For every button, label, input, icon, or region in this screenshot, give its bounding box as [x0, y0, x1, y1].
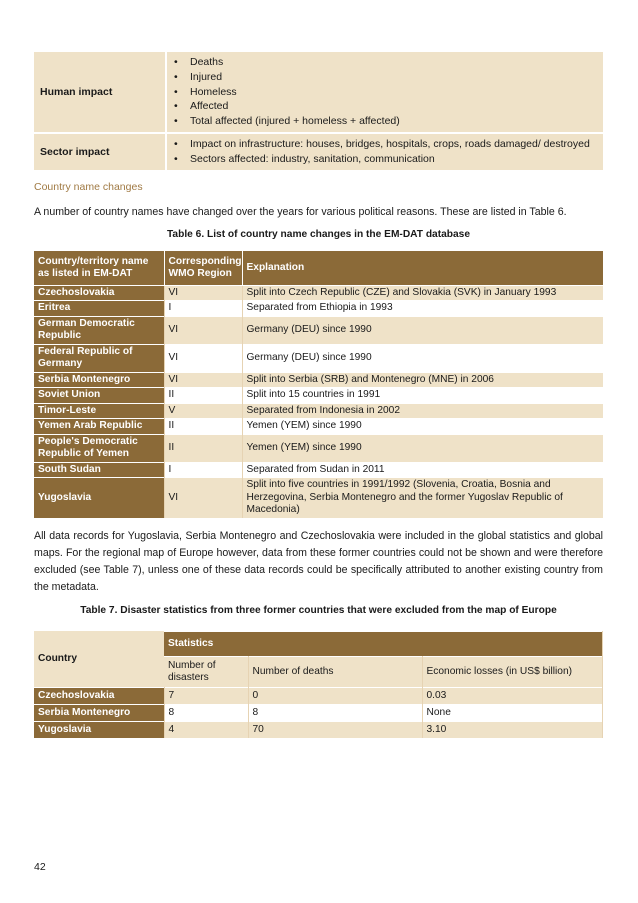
impact-row — [34, 52, 603, 133]
table-row — [34, 478, 603, 518]
impact-item-text: Injured — [190, 70, 223, 83]
page-number: 42 — [34, 861, 46, 873]
country-name-cell: Soviet Union — [34, 388, 164, 404]
body-paragraph: All data records for Yugoslavia, Serbia Montenegro and Czechoslovakia were included in the global statistics and global maps. For the regional map of Europe however, data from these former countries could not be shown and were therefore excluded (see Table 7), unless one of these data records could be specifically attributed to another existing country from the metadata. — [34, 529, 603, 593]
explanation-cell: Split into 15 countries in 1991 — [242, 388, 603, 404]
explanation-cell: Split into Serbia (SRB) and Montenegro (MNE) in 2006 — [242, 372, 603, 388]
impact-category: Sector impact — [34, 133, 166, 171]
bullet-icon: • — [174, 85, 178, 98]
table6-header: Corresponding WMO Region — [164, 251, 242, 286]
section-heading: Country name changes — [34, 180, 143, 193]
wmo-region-cell: I — [164, 301, 242, 317]
wmo-region-cell: VI — [164, 316, 242, 344]
explanation-cell: Separated from Ethiopia in 1993 — [242, 301, 603, 317]
statistic-cell: 4 — [164, 721, 248, 738]
bullet-icon: • — [174, 100, 178, 113]
explanation-cell: Split into five countries in 1991/1992 (Slovenia, Croatia, Bosnia and Herzegovina, Serbia Montenegro and the former Yugoslav Republic of Macedonia) — [242, 478, 603, 518]
table-row — [34, 316, 603, 344]
statistic-cell: 0.03 — [422, 687, 603, 704]
statistic-cell: None — [422, 704, 603, 721]
impact-row — [34, 133, 603, 171]
table-row — [34, 704, 603, 721]
bullet-icon: • — [174, 152, 178, 165]
wmo-region-cell: VI — [164, 344, 242, 372]
explanation-cell: Germany (DEU) since 1990 — [242, 316, 603, 344]
table6-caption: Table 6. List of country name changes in the EM-DAT database — [166, 228, 471, 240]
impact-item-text: Homeless — [190, 85, 237, 98]
table-row — [34, 721, 603, 738]
wmo-region-cell: VI — [164, 372, 242, 388]
bullet-icon: • — [174, 115, 178, 128]
wmo-region-cell: I — [164, 462, 242, 478]
statistic-cell: 0 — [248, 687, 422, 704]
table-row — [34, 285, 603, 301]
disaster-statistics-table — [34, 631, 603, 738]
country-name-cell: Eritrea — [34, 301, 164, 317]
bullet-icon: • — [174, 137, 178, 150]
table6-header: Country/territory name as listed in EM-DAT — [34, 251, 164, 286]
bullet-icon: • — [174, 56, 178, 68]
table-row — [34, 462, 603, 478]
wmo-region-cell: II — [164, 434, 242, 462]
table-row — [34, 403, 603, 419]
statistic-cell: 8 — [164, 704, 248, 721]
table7-subheader: Number of deaths — [248, 656, 422, 687]
impact-list-item — [168, 137, 602, 152]
impact-list-item — [168, 99, 602, 114]
bullet-icon: • — [174, 70, 178, 83]
country-name-cell: Czechoslovakia — [34, 285, 164, 301]
table-row — [34, 388, 603, 404]
impact-item-text: Total affected (injured + homeless + affected) — [190, 115, 400, 128]
wmo-region-cell: VI — [164, 285, 242, 301]
impact-item-text: Affected — [190, 100, 229, 113]
table-row — [34, 344, 603, 372]
explanation-cell: Separated from Sudan in 2011 — [242, 462, 603, 478]
table-row — [34, 419, 603, 435]
impact-category: Human impact — [34, 52, 166, 133]
statistic-cell: 70 — [248, 721, 422, 738]
country-name-cell: People's Democratic Republic of Yemen — [34, 434, 164, 462]
impact-list-item — [168, 85, 602, 100]
impact-items — [166, 52, 603, 133]
table-row — [34, 434, 603, 462]
country-name-cell: Serbia Montenegro — [34, 372, 164, 388]
statistic-cell: 7 — [164, 687, 248, 704]
explanation-cell: Separated from Indonesia in 2002 — [242, 403, 603, 419]
table7-subheader: Number of disasters — [164, 656, 248, 687]
country-name-cell: Serbia Montenegro — [34, 704, 164, 721]
table6-header-row — [34, 251, 603, 286]
impact-list-item — [168, 55, 602, 70]
explanation-cell: Split into Czech Republic (CZE) and Slovakia (SVK) in January 1993 — [242, 285, 603, 301]
wmo-region-cell: V — [164, 403, 242, 419]
wmo-region-cell: VI — [164, 478, 242, 518]
impact-item-text: Impact on infrastructure: houses, bridges, hospitals, crops, roads damaged/ destroyed — [190, 137, 590, 150]
impact-list-item — [168, 70, 602, 85]
impact-item-text: Sectors affected: industry, sanitation, communication — [190, 152, 435, 165]
table7-subheader: Economic losses (in US$ billion) — [422, 656, 603, 687]
wmo-region-cell: II — [164, 388, 242, 404]
impact-table — [34, 52, 603, 172]
table6-header: Explanation — [242, 251, 603, 286]
table-row — [34, 301, 603, 317]
country-name-cell: Czechoslovakia — [34, 687, 164, 704]
country-name-cell: Federal Republic of Germany — [34, 344, 164, 372]
country-name-cell: South Sudan — [34, 462, 164, 478]
impact-items — [166, 133, 603, 171]
statistic-cell: 3.10 — [422, 721, 603, 738]
wmo-region-cell: II — [164, 419, 242, 435]
country-name-cell: Timor-Leste — [34, 403, 164, 419]
intro-paragraph: A number of country names have changed over the years for various political reasons. These are listed in Table 6. — [34, 205, 567, 218]
impact-item-text: Deaths — [190, 56, 224, 68]
table7-caption: Table 7. Disaster statistics from three former countries that were excluded from the map of Europe — [80, 604, 557, 616]
table-row — [34, 687, 603, 704]
impact-list-item — [168, 114, 602, 129]
explanation-cell: Yemen (YEM) since 1990 — [242, 419, 603, 435]
country-name-cell: Yugoslavia — [34, 721, 164, 738]
table7-country-header: Country — [34, 631, 164, 687]
explanation-cell: Yemen (YEM) since 1990 — [242, 434, 603, 462]
impact-list-item — [168, 152, 602, 167]
explanation-cell: Germany (DEU) since 1990 — [242, 344, 603, 372]
table7-group-header: Statistics — [164, 631, 603, 656]
country-name-cell: Yugoslavia — [34, 478, 164, 518]
country-name-cell: German Democratic Republic — [34, 316, 164, 344]
table-row — [34, 372, 603, 388]
country-name-cell: Yemen Arab Republic — [34, 419, 164, 435]
document-page — [34, 52, 603, 738]
statistic-cell: 8 — [248, 704, 422, 721]
country-name-changes-table — [34, 251, 603, 518]
